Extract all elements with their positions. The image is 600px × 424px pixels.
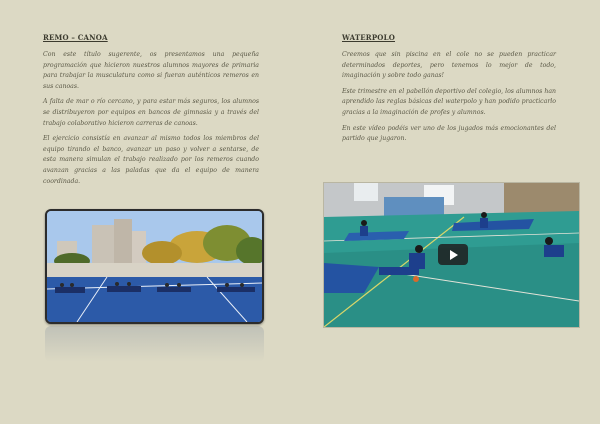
waterpolo-paragraph: En este vídeo podéis ver uno de los jugados más emocionantes del partido que jugaron. [342,124,556,143]
remo-paragraph: El ejercicio consistía en avanzar al mismo todos los miembros del equipo tirando el banco, avanzar un paso y volver a sentarse, de esta manera simulan el trabajo realizado por los remeros cuando avanzan gracias a las paladas que da el equipo de manera coordinada. [43,135,259,185]
waterpolo-heading: WATERPOLO [342,33,396,42]
waterpolo-paragraph: Este trimestre en el pabellón deportivo del colegio, los alumnos han aprendido las reglas básicas del waterpolo y han podido practicarlo gracias a la imaginación de profes y alumnos. [342,87,556,116]
canoa-photo-frame [45,209,264,362]
remo-paragraph: A falta de mar o río cercano, y para estar más seguros, los alumnos se distribuyeron por equipos en bancos de gimnasia y a través del trabajo colaborativo hicieron carreras de canoas. [43,98,259,127]
photo-reflection [45,326,264,362]
play-icon [450,250,458,260]
play-button[interactable] [438,244,468,265]
waterpolo-video[interactable] [323,182,580,328]
waterpolo-section [342,33,556,150]
canoa-photo [45,209,264,324]
remo-canoa-heading: REMO – CANOA [43,33,108,42]
waterpolo-paragraph: Creemos que sin piscina en el cole no se pueden practicar determinados deportes, pero tenemos lo mejor de todo, imaginación y sobre todo ganas! [342,51,556,80]
remo-paragraph: Con este título sugerente, os presentamos una pequeña programación que hicieron nuestros alumnos mayores de primaria para trabajar la musculatura como si fueran auténticos remeros en sus canoas. [43,51,259,90]
remo-canoa-section [43,33,259,192]
canoa-photo-image [47,211,262,322]
